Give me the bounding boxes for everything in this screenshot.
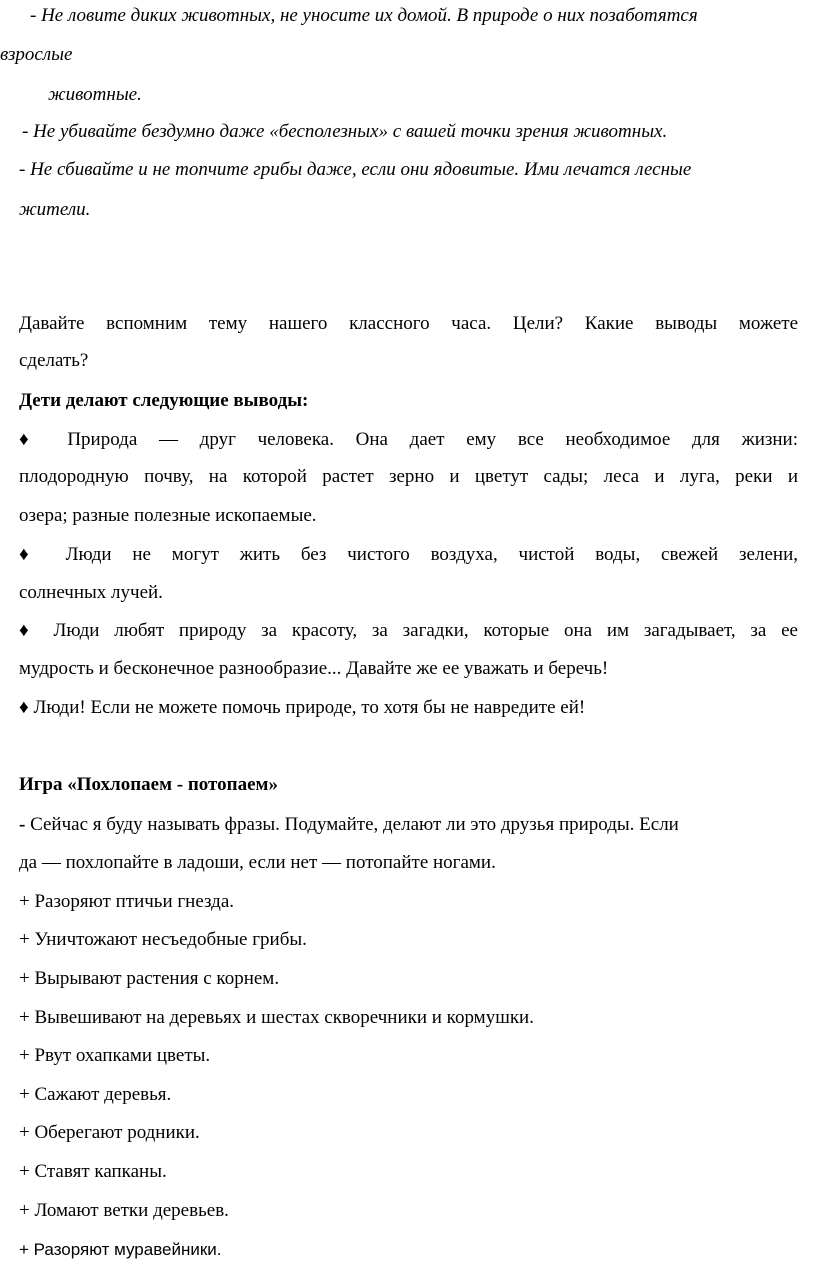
conclusion-4-line-1: ♦ Люди! Если не можете помочь природе, то хотя бы не навредите ей! xyxy=(19,697,586,718)
recap-question-line-1: Давайте вспомним тему нашего классного часа. Цели? Какие выводы можете xyxy=(19,313,798,334)
rule-line-2: взрослые xyxy=(0,44,73,65)
game-item: + Ломают ветки деревьев. xyxy=(19,1200,229,1221)
game-instruction-dash: - xyxy=(19,814,26,835)
game-item: + Рвут охапками цветы. xyxy=(19,1045,211,1066)
rule-line-4: - Не убивайте бездумно даже «бесполезных» с вашей точки зрения животных. xyxy=(22,121,668,142)
game-item: + Уничтожают несъедобные грибы. xyxy=(19,929,307,950)
conclusion-1-line-1: ♦ Природа — друг человека. Она дает ему все необходимое для жизни: xyxy=(19,429,798,450)
game-item: + Сажают деревья. xyxy=(19,1084,172,1105)
conclusions-heading: Дети делают следующие выводы: xyxy=(19,390,309,411)
recap-question-line-2: сделать? xyxy=(19,350,89,371)
game-instruction-line-2: да — похлопайте в ладоши, если нет — потопайте ногами. xyxy=(19,852,496,873)
conclusion-2-line-2: солнечных лучей. xyxy=(19,582,163,603)
game-item: + Разоряют птичьи гнезда. xyxy=(19,891,235,912)
rule-line-3: животные. xyxy=(48,84,142,105)
game-instruction-text: Сейчас я буду называть фразы. Подумайте, делают ли это друзья природы. Если xyxy=(25,814,679,835)
rule-line-1: - Не ловите диких животных, не уносите их домой. В природе о них позаботятся xyxy=(30,5,698,26)
conclusion-1-line-2: плодородную почву, на которой растет зерно и цветут сады; леса и луга, реки и xyxy=(19,466,798,487)
conclusion-1-line-3: озера; разные полезные ископаемые. xyxy=(19,505,317,526)
game-item: + Разоряют муравейники. xyxy=(19,1240,222,1259)
game-item: + Вырывают растения с корнем. xyxy=(19,968,280,989)
game-instruction-line-1 xyxy=(19,813,679,837)
rule-line-5: - Не сбивайте и не топчите грибы даже, если они ядовитые. Ими лечатся лесные xyxy=(19,159,692,180)
conclusion-3-line-2: мудрость и бесконечное разнообразие... Давайте же ее уважать и беречь! xyxy=(19,658,609,679)
game-item: + Оберегают родники. xyxy=(19,1122,200,1143)
game-item: + Ставят капканы. xyxy=(19,1161,167,1182)
game-title: Игра «Похлопаем - потопаем» xyxy=(19,774,278,795)
conclusion-3-line-1: ♦ Люди любят природу за красоту, за загадки, которые она им загадывает, за ее xyxy=(19,620,798,641)
rule-line-6: жители. xyxy=(19,199,91,220)
conclusion-2-line-1: ♦ Люди не могут жить без чистого воздуха, чистой воды, свежей зелени, xyxy=(19,544,798,565)
game-item: + Вывешивают на деревьях и шестах скворечники и кормушки. xyxy=(19,1007,534,1028)
